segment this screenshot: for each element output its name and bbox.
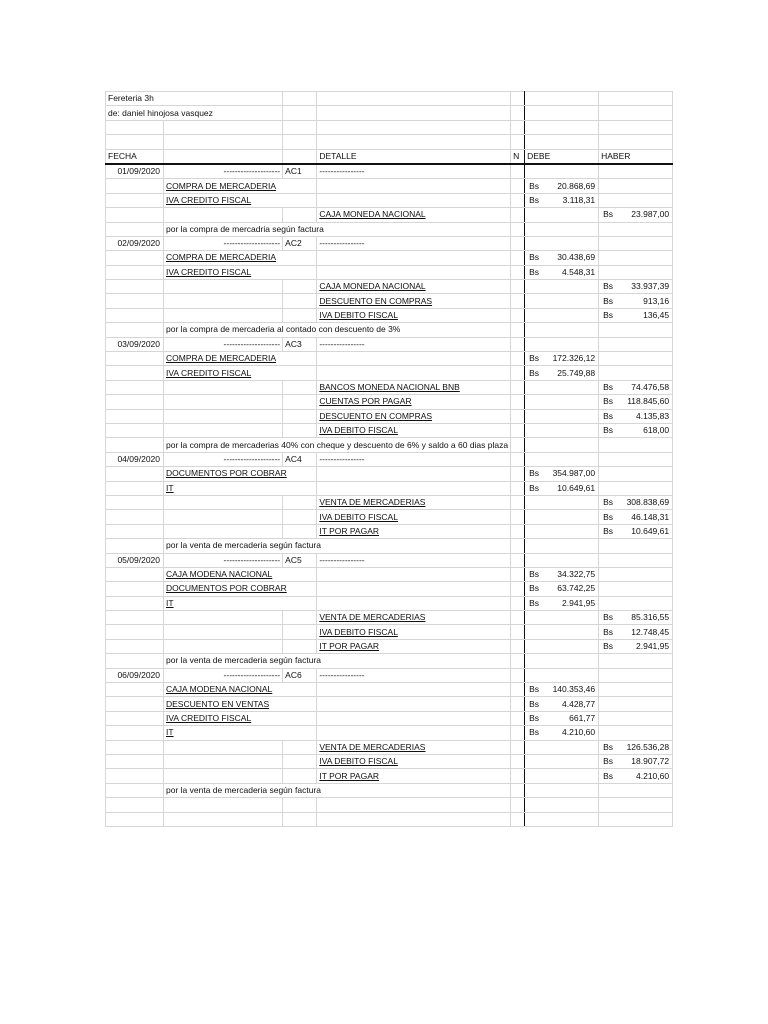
debit-account: IVA CREDITO FISCAL — [166, 266, 252, 277]
currency-label: Bs — [529, 727, 540, 738]
credit-amount: 10.649,61 — [631, 525, 670, 536]
separator-dashes: ---------------- — [317, 337, 511, 351]
credit-amount: 136,45 — [643, 310, 670, 321]
debit-account-cell — [164, 265, 317, 279]
header-haber: HABER — [599, 149, 673, 164]
separator-dashes: ---------------- — [317, 164, 511, 179]
debit-row — [106, 683, 673, 697]
credit-account: IVA DEBITO FISCAL — [319, 310, 398, 321]
currency-label: Bs — [529, 597, 540, 608]
credit-account-cell — [317, 395, 511, 409]
separator-dashes: -------------------- — [164, 164, 283, 179]
credit-amount: 2.941,95 — [636, 641, 670, 652]
debit-account: DESCUENTO EN VENTAS — [166, 698, 270, 709]
credit-account-cell — [317, 740, 511, 754]
debit-account-cell — [164, 481, 317, 495]
debit-amount: 10.649,61 — [557, 482, 596, 493]
credit-account: IVA DEBITO FISCAL — [319, 756, 398, 767]
currency-label: Bs — [529, 712, 540, 723]
currency-label: Bs — [603, 525, 614, 536]
credit-account: IVA DEBITO FISCAL — [319, 511, 398, 522]
gloss-row — [106, 539, 673, 553]
debit-amount: 25.749,88 — [557, 367, 596, 378]
currency-label: Bs — [603, 425, 614, 436]
credit-row — [106, 395, 673, 409]
credit-amount: 85.316,55 — [631, 612, 670, 623]
credit-row — [106, 769, 673, 783]
debit-amount: 661,77 — [569, 712, 596, 723]
author-line: de: daniel hinojosa vasquez — [106, 106, 283, 120]
credit-row — [106, 308, 673, 322]
credit-row — [106, 625, 673, 639]
currency-label: Bs — [603, 511, 614, 522]
separator-dashes: -------------------- — [164, 236, 283, 250]
entry-date: 03/09/2020 — [106, 337, 164, 351]
credit-amount: 46.148,31 — [631, 511, 670, 522]
entry-gloss: por la venta de mercaderia según factura — [164, 539, 511, 553]
currency-label: Bs — [529, 353, 540, 364]
credit-amount: 618,00 — [643, 425, 670, 436]
currency-label: Bs — [603, 209, 614, 220]
separator-dashes: -------------------- — [164, 553, 283, 567]
currency-label: Bs — [529, 482, 540, 493]
entry-code: AC3 — [283, 337, 317, 351]
credit-account: DESCUENTO EN COMPRAS — [319, 295, 433, 306]
debit-account-cell — [164, 193, 317, 207]
gloss-row — [106, 654, 673, 668]
currency-label: Bs — [603, 756, 614, 767]
credit-account-cell — [317, 510, 511, 524]
journal-table — [105, 91, 673, 827]
debit-row — [106, 567, 673, 581]
credit-row — [106, 380, 673, 394]
debit-row — [106, 726, 673, 740]
entry-header-row — [106, 668, 673, 682]
credit-row — [106, 208, 673, 222]
credit-amount: 4.210,60 — [636, 770, 670, 781]
credit-account: BANCOS MONEDA NACIONAL BNB — [319, 382, 460, 392]
currency-label: Bs — [603, 410, 614, 421]
currency-label: Bs — [529, 180, 540, 191]
entry-header-row — [106, 164, 673, 179]
debit-row — [106, 265, 673, 279]
debit-account: IT — [166, 597, 174, 608]
credit-account-cell — [317, 294, 511, 308]
debit-amount: 4.548,31 — [562, 266, 596, 277]
entry-code: AC5 — [283, 553, 317, 567]
entry-header-row — [106, 337, 673, 351]
debit-account: DOCUMENTOS POR COBRAR — [166, 468, 287, 479]
debit-amount: 3.118,31 — [562, 194, 596, 205]
credit-row — [106, 294, 673, 308]
credit-amount: 33.937,39 — [631, 281, 670, 292]
credit-account-cell — [317, 495, 511, 509]
currency-label: Bs — [603, 741, 614, 752]
debit-row — [106, 596, 673, 610]
credit-account-cell — [317, 280, 511, 294]
entry-date: 04/09/2020 — [106, 452, 164, 466]
currency-label: Bs — [603, 497, 614, 508]
currency-label: Bs — [603, 770, 614, 781]
credit-row — [106, 495, 673, 509]
separator-dashes: -------------------- — [164, 452, 283, 466]
title-row — [106, 92, 673, 106]
debit-account-cell — [164, 251, 317, 265]
debit-row — [106, 366, 673, 380]
entry-gloss: por la venta de mercaderia según factura — [164, 654, 511, 668]
credit-amount: 18.907,72 — [631, 756, 670, 767]
currency-label: Bs — [603, 612, 614, 623]
credit-row — [106, 423, 673, 437]
credit-account-cell — [317, 769, 511, 783]
credit-account-cell — [317, 611, 511, 625]
separator-dashes: ---------------- — [317, 236, 511, 250]
entry-date: 06/09/2020 — [106, 668, 164, 682]
currency-label: Bs — [529, 266, 540, 277]
debit-row — [106, 711, 673, 725]
entry-header-row — [106, 236, 673, 250]
separator-dashes: ---------------- — [317, 668, 511, 682]
debit-amount: 30.438,69 — [557, 252, 596, 263]
debit-account-cell — [164, 582, 317, 596]
debit-account: COMPRA DE MERCADERIA — [166, 180, 277, 191]
currency-label: Bs — [529, 684, 540, 695]
debit-row — [106, 251, 673, 265]
credit-account-cell — [317, 754, 511, 768]
currency-label: Bs — [529, 698, 540, 709]
blank-row — [106, 135, 673, 149]
blank-row — [106, 812, 673, 826]
currency-label: Bs — [603, 382, 614, 392]
credit-account: CAJA MONEDA NACIONAL — [319, 281, 426, 292]
credit-account-cell — [317, 524, 511, 538]
entry-code: AC4 — [283, 452, 317, 466]
debit-amount: 140.353,46 — [552, 684, 596, 695]
credit-row — [106, 524, 673, 538]
credit-row — [106, 754, 673, 768]
credit-account-cell — [317, 409, 511, 423]
debit-row — [106, 193, 673, 207]
credit-account-cell — [317, 380, 511, 394]
credit-amount: 12.748,45 — [631, 626, 670, 637]
debit-account-cell — [164, 711, 317, 725]
currency-label: Bs — [529, 583, 540, 594]
entry-header-row — [106, 452, 673, 466]
header-debe: DEBE — [525, 149, 599, 164]
credit-row — [106, 280, 673, 294]
currency-label: Bs — [603, 295, 614, 306]
credit-amount: 118.845,60 — [627, 396, 670, 407]
gloss-row — [106, 323, 673, 337]
header-n: N — [511, 149, 525, 164]
debit-account-cell — [164, 567, 317, 581]
credit-account-cell — [317, 423, 511, 437]
author-row — [106, 106, 673, 120]
entry-header-row — [106, 553, 673, 567]
credit-account: IVA DEBITO FISCAL — [319, 425, 398, 436]
debit-account-cell — [164, 179, 317, 193]
currency-label: Bs — [603, 641, 614, 652]
separator-dashes: -------------------- — [164, 668, 283, 682]
currency-label: Bs — [529, 367, 540, 378]
header-row — [106, 149, 673, 164]
gloss-row — [106, 222, 673, 236]
credit-account: IT POR PAGAR — [319, 641, 380, 652]
debit-amount: 2.941,95 — [562, 597, 596, 608]
entry-code: AC6 — [283, 668, 317, 682]
debit-account-cell — [164, 366, 317, 380]
debit-amount: 34.322,75 — [557, 569, 596, 580]
entry-gloss: por la compra de mercaderia al contado con descuento de 3% — [164, 323, 511, 337]
credit-account: VENTA DE MERCADERIAS — [319, 612, 426, 623]
credit-account: VENTA DE MERCADERIAS — [319, 497, 426, 508]
credit-account: CAJA MONEDA NACIONAL — [319, 209, 426, 220]
credit-row — [106, 639, 673, 653]
debit-row — [106, 582, 673, 596]
entry-code: AC2 — [283, 236, 317, 250]
debit-amount: 20.868,69 — [557, 180, 596, 191]
debit-account: DOCUMENTOS POR COBRAR — [166, 583, 287, 594]
currency-label: Bs — [603, 626, 614, 637]
credit-amount: 74.476,58 — [631, 382, 670, 392]
separator-dashes: ---------------- — [317, 452, 511, 466]
debit-account: IVA CREDITO FISCAL — [166, 712, 252, 723]
separator-dashes: ---------------- — [317, 553, 511, 567]
credit-row — [106, 611, 673, 625]
currency-label: Bs — [603, 396, 614, 407]
credit-account: IVA DEBITO FISCAL — [319, 626, 398, 637]
debit-account-cell — [164, 467, 317, 481]
entry-date: 05/09/2020 — [106, 553, 164, 567]
credit-account-cell — [317, 639, 511, 653]
debit-account: IVA CREDITO FISCAL — [166, 367, 252, 378]
debit-amount: 63.742,25 — [557, 583, 596, 594]
debit-account-cell — [164, 596, 317, 610]
debit-row — [106, 481, 673, 495]
currency-label: Bs — [529, 468, 540, 479]
entry-date: 01/09/2020 — [106, 164, 164, 179]
entry-gloss: por la venta de mercaderia según factura — [164, 783, 511, 797]
currency-label: Bs — [603, 310, 614, 321]
currency-label: Bs — [529, 252, 540, 263]
entry-gloss: por la compra de mercaderias 40% con cheque y descuento de 6% y saldo a 60 dias plaza — [164, 438, 511, 452]
credit-account: DESCUENTO EN COMPRAS — [319, 410, 433, 421]
credit-account-cell — [317, 308, 511, 322]
gloss-row — [106, 783, 673, 797]
debit-account: CAJA MODENA NACIONAL — [166, 569, 273, 580]
currency-label: Bs — [529, 194, 540, 205]
debit-amount: 172.326,12 — [552, 353, 596, 364]
currency-label: Bs — [529, 569, 540, 580]
debit-amount: 354.987,00 — [552, 468, 596, 479]
debit-account: COMPRA DE MERCADERIA — [166, 252, 277, 263]
credit-row — [106, 740, 673, 754]
debit-amount: 4.210,60 — [562, 727, 596, 738]
debit-account: IVA CREDITO FISCAL — [166, 194, 252, 205]
debit-account-cell — [164, 697, 317, 711]
entry-date: 02/09/2020 — [106, 236, 164, 250]
journal-body — [106, 92, 673, 827]
blank-row — [106, 798, 673, 812]
entry-gloss: por la compra de mercadria según factura — [164, 222, 511, 236]
workbook-title: Fereteria 3h — [106, 92, 283, 106]
credit-account-cell — [317, 208, 511, 222]
debit-account: IT — [166, 727, 174, 738]
gloss-row — [106, 438, 673, 452]
debit-account: IT — [166, 482, 174, 493]
credit-account-cell — [317, 625, 511, 639]
credit-account: IT POR PAGAR — [319, 770, 380, 781]
credit-account: VENTA DE MERCADERIAS — [319, 741, 426, 752]
debit-account-cell — [164, 726, 317, 740]
credit-row — [106, 510, 673, 524]
currency-label: Bs — [603, 281, 614, 292]
credit-row — [106, 409, 673, 423]
debit-amount: 4.428,77 — [562, 698, 596, 709]
blank-row — [106, 120, 673, 134]
credit-account: IT POR PAGAR — [319, 525, 380, 536]
debit-row — [106, 352, 673, 366]
credit-amount: 126.536,28 — [626, 741, 670, 752]
credit-amount: 308.838,69 — [626, 497, 670, 508]
credit-amount: 4.135,83 — [636, 410, 670, 421]
entry-code: AC1 — [283, 164, 317, 179]
debit-account-cell — [164, 683, 317, 697]
header-detalle: DETALLE — [317, 149, 511, 164]
debit-row — [106, 697, 673, 711]
credit-account: CUENTAS POR PAGAR — [319, 396, 412, 407]
debit-row — [106, 467, 673, 481]
credit-amount: 23.987,00 — [631, 209, 670, 220]
debit-account-cell — [164, 352, 317, 366]
debit-row — [106, 179, 673, 193]
credit-amount: 913,16 — [643, 295, 670, 306]
debit-account: COMPRA DE MERCADERIA — [166, 353, 277, 364]
separator-dashes: -------------------- — [164, 337, 283, 351]
header-fecha: FECHA — [106, 149, 164, 164]
debit-account: CAJA MODENA NACIONAL — [166, 684, 273, 695]
